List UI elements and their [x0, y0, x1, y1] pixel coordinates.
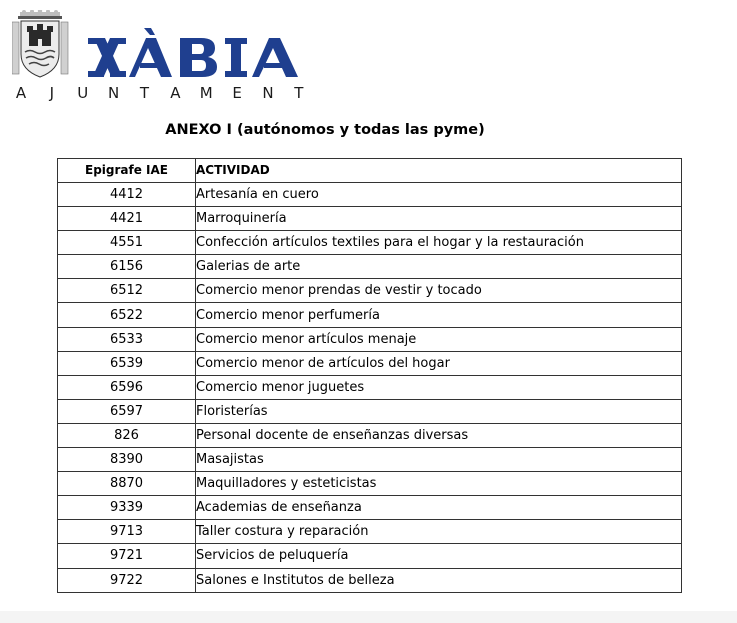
table-row [58, 327, 682, 351]
table-row [58, 207, 682, 231]
iae-code-cell: 6522 [58, 303, 196, 327]
iae-code-cell: 4412 [58, 183, 196, 207]
activity-cell: Artesanía en cuero [196, 183, 682, 207]
activity-cell: Salones e Institutos de belleza [196, 568, 682, 592]
table-row [58, 375, 682, 399]
column-header-activity: ACTIVIDAD [196, 159, 682, 183]
subtitle-letter: A [170, 84, 181, 102]
activity-cell: Masajistas [196, 448, 682, 472]
table-row [58, 399, 682, 423]
iae-code-cell: 6156 [58, 255, 196, 279]
subtitle-letter: N [108, 84, 120, 102]
activity-cell: Taller costura y reparación [196, 520, 682, 544]
activities-table [57, 158, 682, 593]
table-row [58, 496, 682, 520]
activity-cell: Comercio menor juguetes [196, 375, 682, 399]
activity-cell: Personal docente de enseñanzas diversas [196, 423, 682, 447]
iae-code-cell: 4551 [58, 231, 196, 255]
subtitle-letter: T [294, 84, 304, 102]
municipal-logo [12, 10, 302, 100]
column-header-code: Epigrafe IAE [58, 159, 196, 183]
activity-cell: Servicios de peluquería [196, 544, 682, 568]
activity-cell: Maquilladores y esteticistas [196, 472, 682, 496]
subtitle-letter: T [139, 84, 150, 102]
table-row [58, 472, 682, 496]
iae-code-cell: 6539 [58, 351, 196, 375]
table-row [58, 231, 682, 255]
activity-cell: Confección artículos textiles para el hogar y la restauración [196, 231, 682, 255]
iae-code-cell: 9722 [58, 568, 196, 592]
table-row [58, 279, 682, 303]
activity-cell: Galerias de arte [196, 255, 682, 279]
page-bottom-edge [0, 611, 737, 623]
iae-code-cell: 4421 [58, 207, 196, 231]
iae-code-cell: 6512 [58, 279, 196, 303]
table-row [58, 423, 682, 447]
table-row [58, 183, 682, 207]
table-header-row [58, 159, 682, 183]
xabia-wordmark [88, 28, 298, 78]
activity-cell: Comercio menor prendas de vestir y tocado [196, 279, 682, 303]
table-row [58, 448, 682, 472]
activity-cell: Floristerías [196, 399, 682, 423]
activity-cell: Marroquinería [196, 207, 682, 231]
table-row [58, 303, 682, 327]
table-row [58, 568, 682, 592]
activity-cell: Comercio menor artículos menaje [196, 327, 682, 351]
activity-cell: Comercio menor de artículos del hogar [196, 351, 682, 375]
subtitle-letter: N [262, 84, 274, 102]
subtitle-letter: J [49, 84, 55, 102]
subtitle-letter: E [232, 84, 242, 102]
iae-code-cell: 9713 [58, 520, 196, 544]
subtitle-letter: M [199, 84, 213, 102]
table-row [58, 520, 682, 544]
iae-code-cell: 8870 [58, 472, 196, 496]
iae-code-cell: 826 [58, 423, 196, 447]
iae-code-cell: 8390 [58, 448, 196, 472]
iae-code-cell: 6597 [58, 399, 196, 423]
iae-code-cell: 9721 [58, 544, 196, 568]
table-row [58, 255, 682, 279]
activity-cell: Comercio menor perfumería [196, 303, 682, 327]
subtitle-letter: A [15, 84, 27, 102]
table-row [58, 544, 682, 568]
iae-code-cell: 9339 [58, 496, 196, 520]
page-title: ANEXO I (autónomos y todas las pyme) [165, 122, 485, 138]
subtitle-letter: U [77, 84, 89, 102]
iae-code-cell: 6533 [58, 327, 196, 351]
table-row [58, 351, 682, 375]
ajuntament-subtitle [14, 84, 306, 102]
activity-cell: Academias de enseñanza [196, 496, 682, 520]
iae-code-cell: 6596 [58, 375, 196, 399]
coat-of-arms-icon [12, 10, 70, 80]
